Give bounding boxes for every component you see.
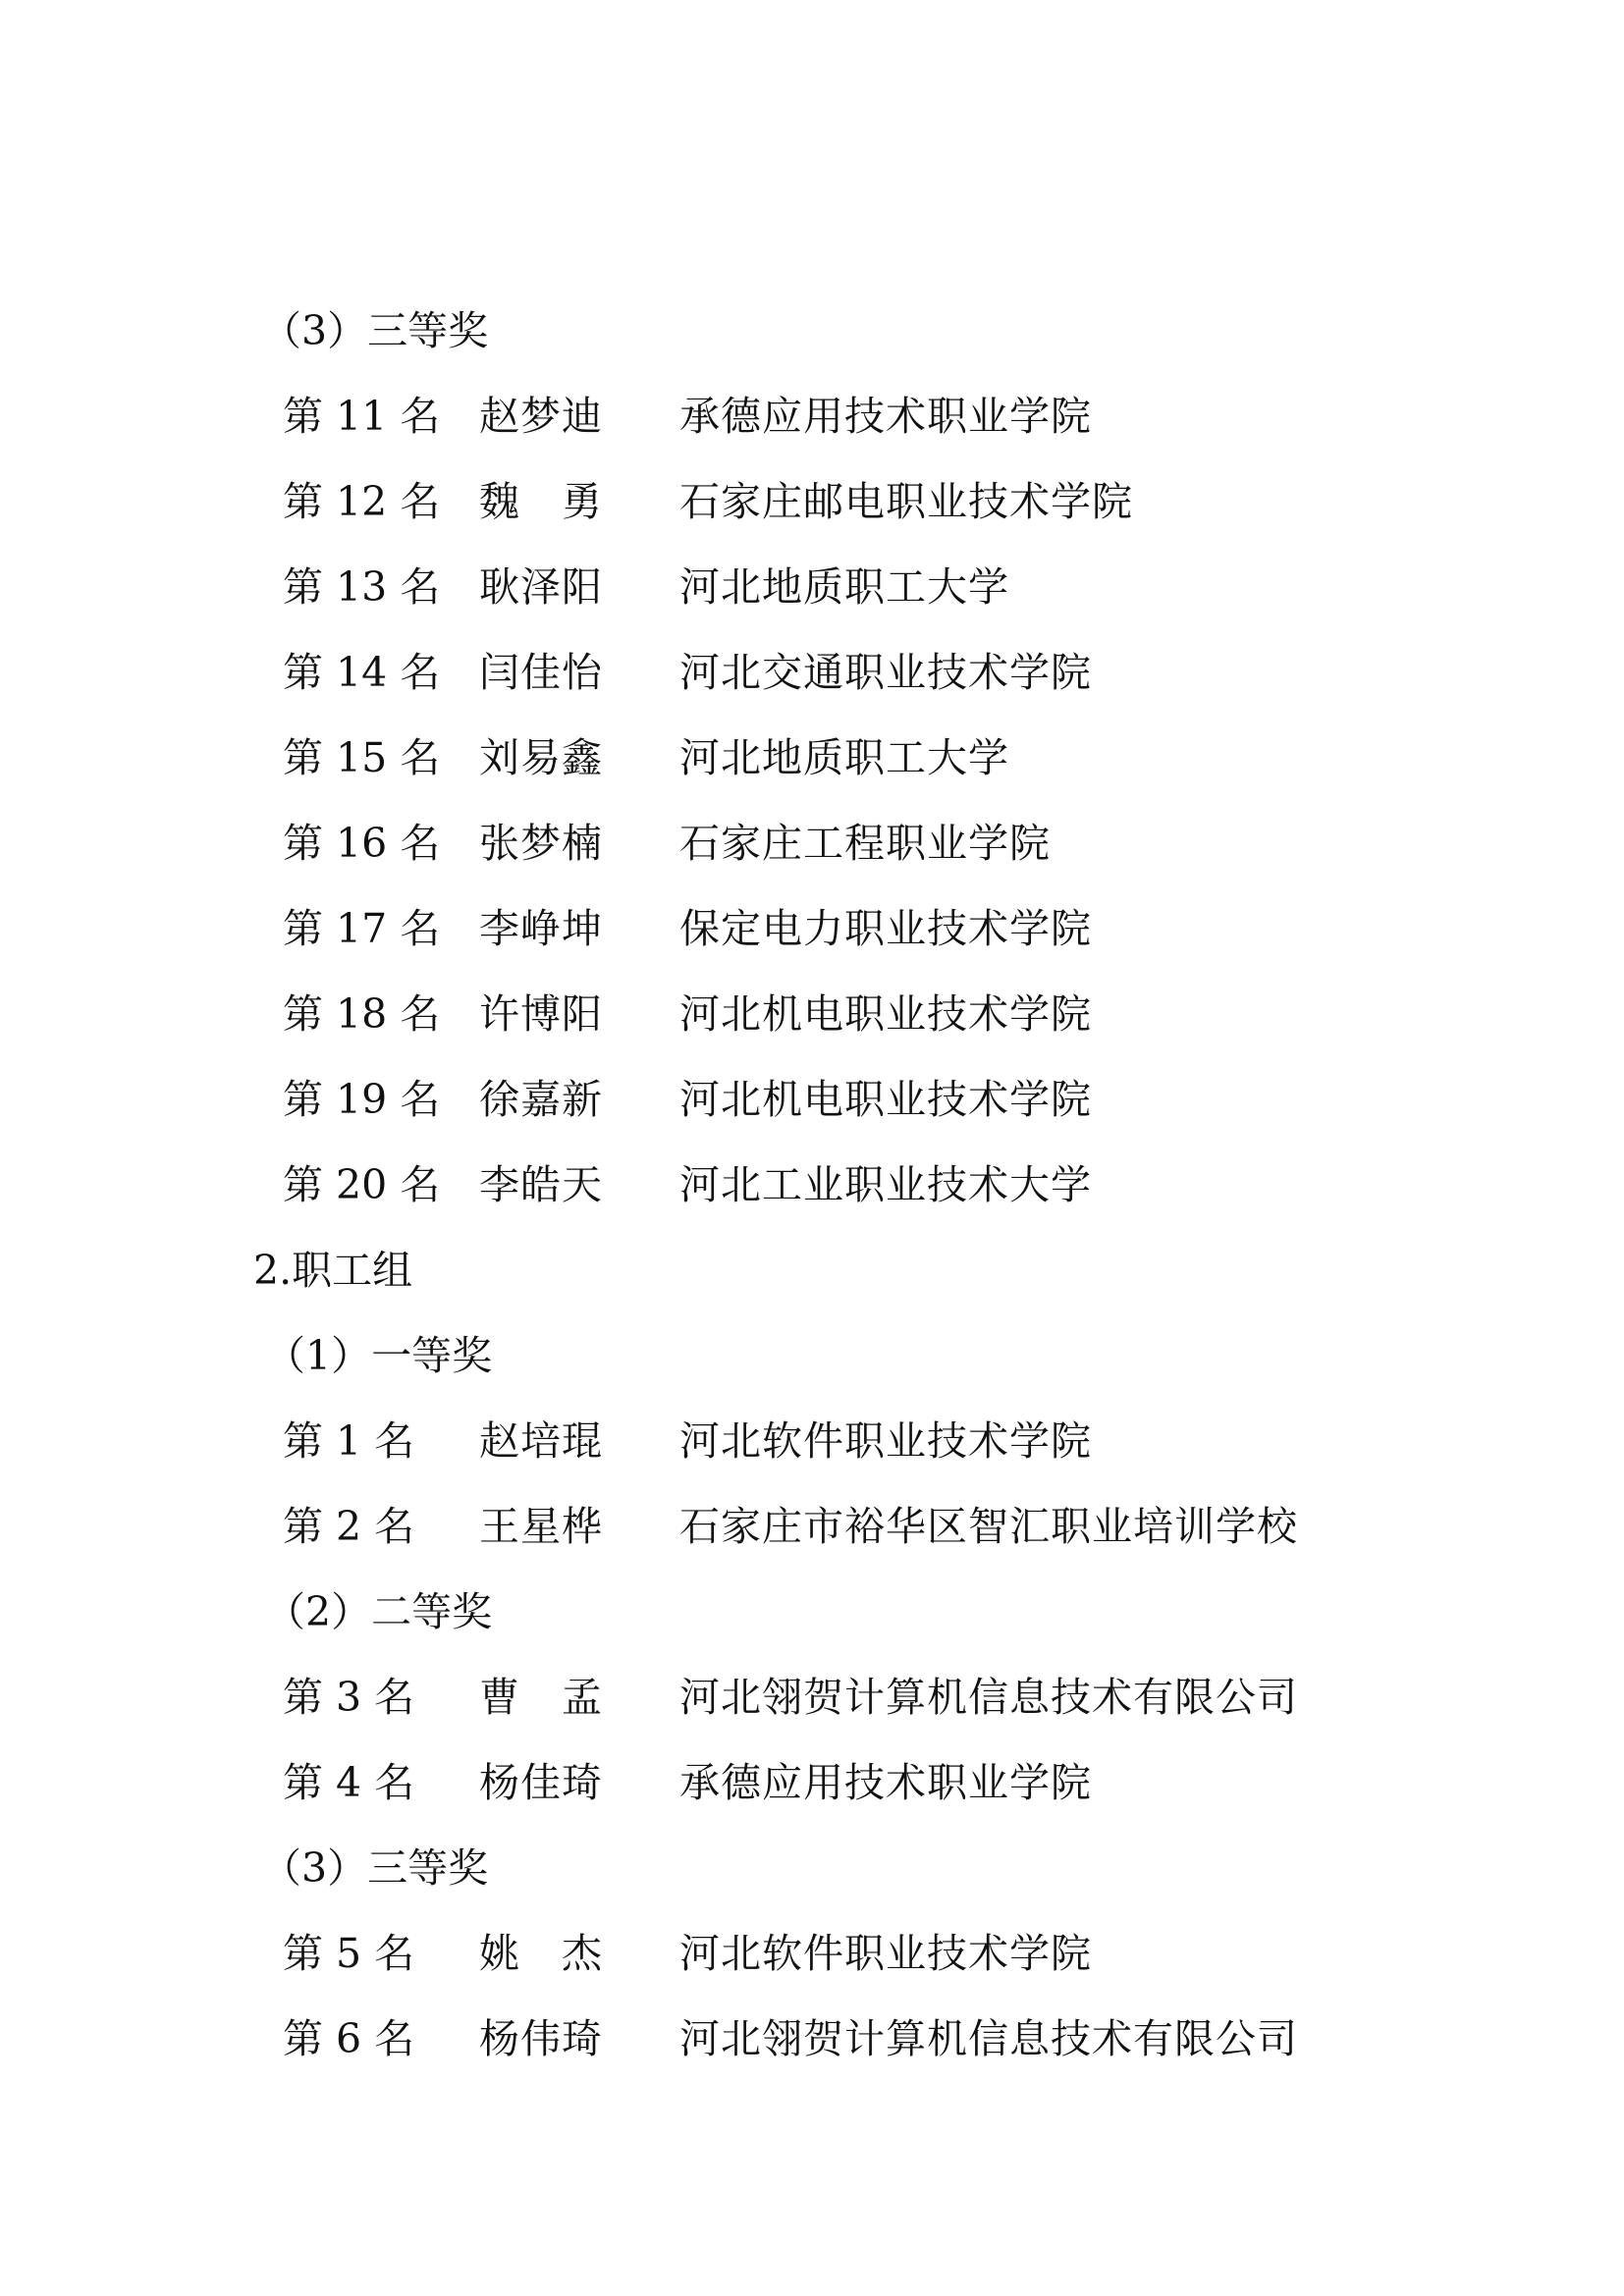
rank-label: 第 1 名 <box>283 1417 415 1465</box>
person-name: 魏 勇 <box>479 478 603 525</box>
organization-name: 河北机电职业技术学院 <box>679 990 1092 1038</box>
organization-name: 石家庄市裕华区智汇职业培训学校 <box>679 1503 1298 1550</box>
person-name: 赵培琨 <box>479 1417 603 1465</box>
organization-name: 河北翎贺计算机信息技术有限公司 <box>679 2015 1298 2062</box>
rank-label: 第 20 名 <box>283 1161 441 1208</box>
award-heading-second: （2）二等奖 <box>265 1588 493 1635</box>
rank-label: 第 19 名 <box>283 1076 441 1123</box>
person-name: 姚 杰 <box>479 1930 603 1977</box>
organization-name: 承德应用技术职业学院 <box>679 393 1092 440</box>
rank-label: 第 11 名 <box>283 393 441 440</box>
rank-label: 第 18 名 <box>283 990 441 1038</box>
award-heading-first: （1）一等奖 <box>265 1332 493 1379</box>
organization-name: 河北翎贺计算机信息技术有限公司 <box>679 1674 1298 1721</box>
person-name: 赵梦迪 <box>479 393 603 440</box>
organization-name: 河北软件职业技术学院 <box>679 1930 1092 1977</box>
rank-label: 第 12 名 <box>283 478 441 525</box>
person-name: 李峥坤 <box>479 905 603 952</box>
person-name: 杨伟琦 <box>479 2015 603 2062</box>
rank-label: 第 5 名 <box>283 1930 415 1977</box>
rank-label: 第 14 名 <box>283 649 441 696</box>
person-name: 耿泽阳 <box>479 563 603 611</box>
organization-name: 石家庄工程职业学院 <box>679 820 1051 867</box>
rank-label: 第 17 名 <box>283 905 441 952</box>
award-heading-third: （3）三等奖 <box>261 307 489 354</box>
rank-label: 第 13 名 <box>283 563 441 611</box>
organization-name: 河北地质职工大学 <box>679 734 1009 781</box>
organization-name: 河北地质职工大学 <box>679 563 1009 611</box>
section-heading-staff-group: 2.职工组 <box>253 1247 413 1294</box>
rank-label: 第 3 名 <box>283 1674 415 1721</box>
rank-label: 第 15 名 <box>283 734 441 781</box>
organization-name: 河北交通职业技术学院 <box>679 649 1092 696</box>
organization-name: 河北软件职业技术学院 <box>679 1417 1092 1465</box>
person-name: 李皓天 <box>479 1161 603 1208</box>
person-name: 刘易鑫 <box>479 734 603 781</box>
rank-label: 第 6 名 <box>283 2015 415 2062</box>
rank-label: 第 4 名 <box>283 1759 415 1806</box>
organization-name: 石家庄邮电职业技术学院 <box>679 478 1133 525</box>
person-name: 曹 孟 <box>479 1674 603 1721</box>
person-name: 杨佳琦 <box>479 1759 603 1806</box>
award-heading-third: （3）三等奖 <box>261 1844 489 1892</box>
organization-name: 河北工业职业技术大学 <box>679 1161 1092 1208</box>
organization-name: 河北机电职业技术学院 <box>679 1076 1092 1123</box>
organization-name: 承德应用技术职业学院 <box>679 1759 1092 1806</box>
person-name: 闫佳怡 <box>479 649 603 696</box>
person-name: 王星桦 <box>479 1503 603 1550</box>
rank-label: 第 16 名 <box>283 820 441 867</box>
person-name: 张梦楠 <box>479 820 603 867</box>
person-name: 许博阳 <box>479 990 603 1038</box>
organization-name: 保定电力职业技术学院 <box>679 905 1092 952</box>
person-name: 徐嘉新 <box>479 1076 603 1123</box>
rank-label: 第 2 名 <box>283 1503 415 1550</box>
